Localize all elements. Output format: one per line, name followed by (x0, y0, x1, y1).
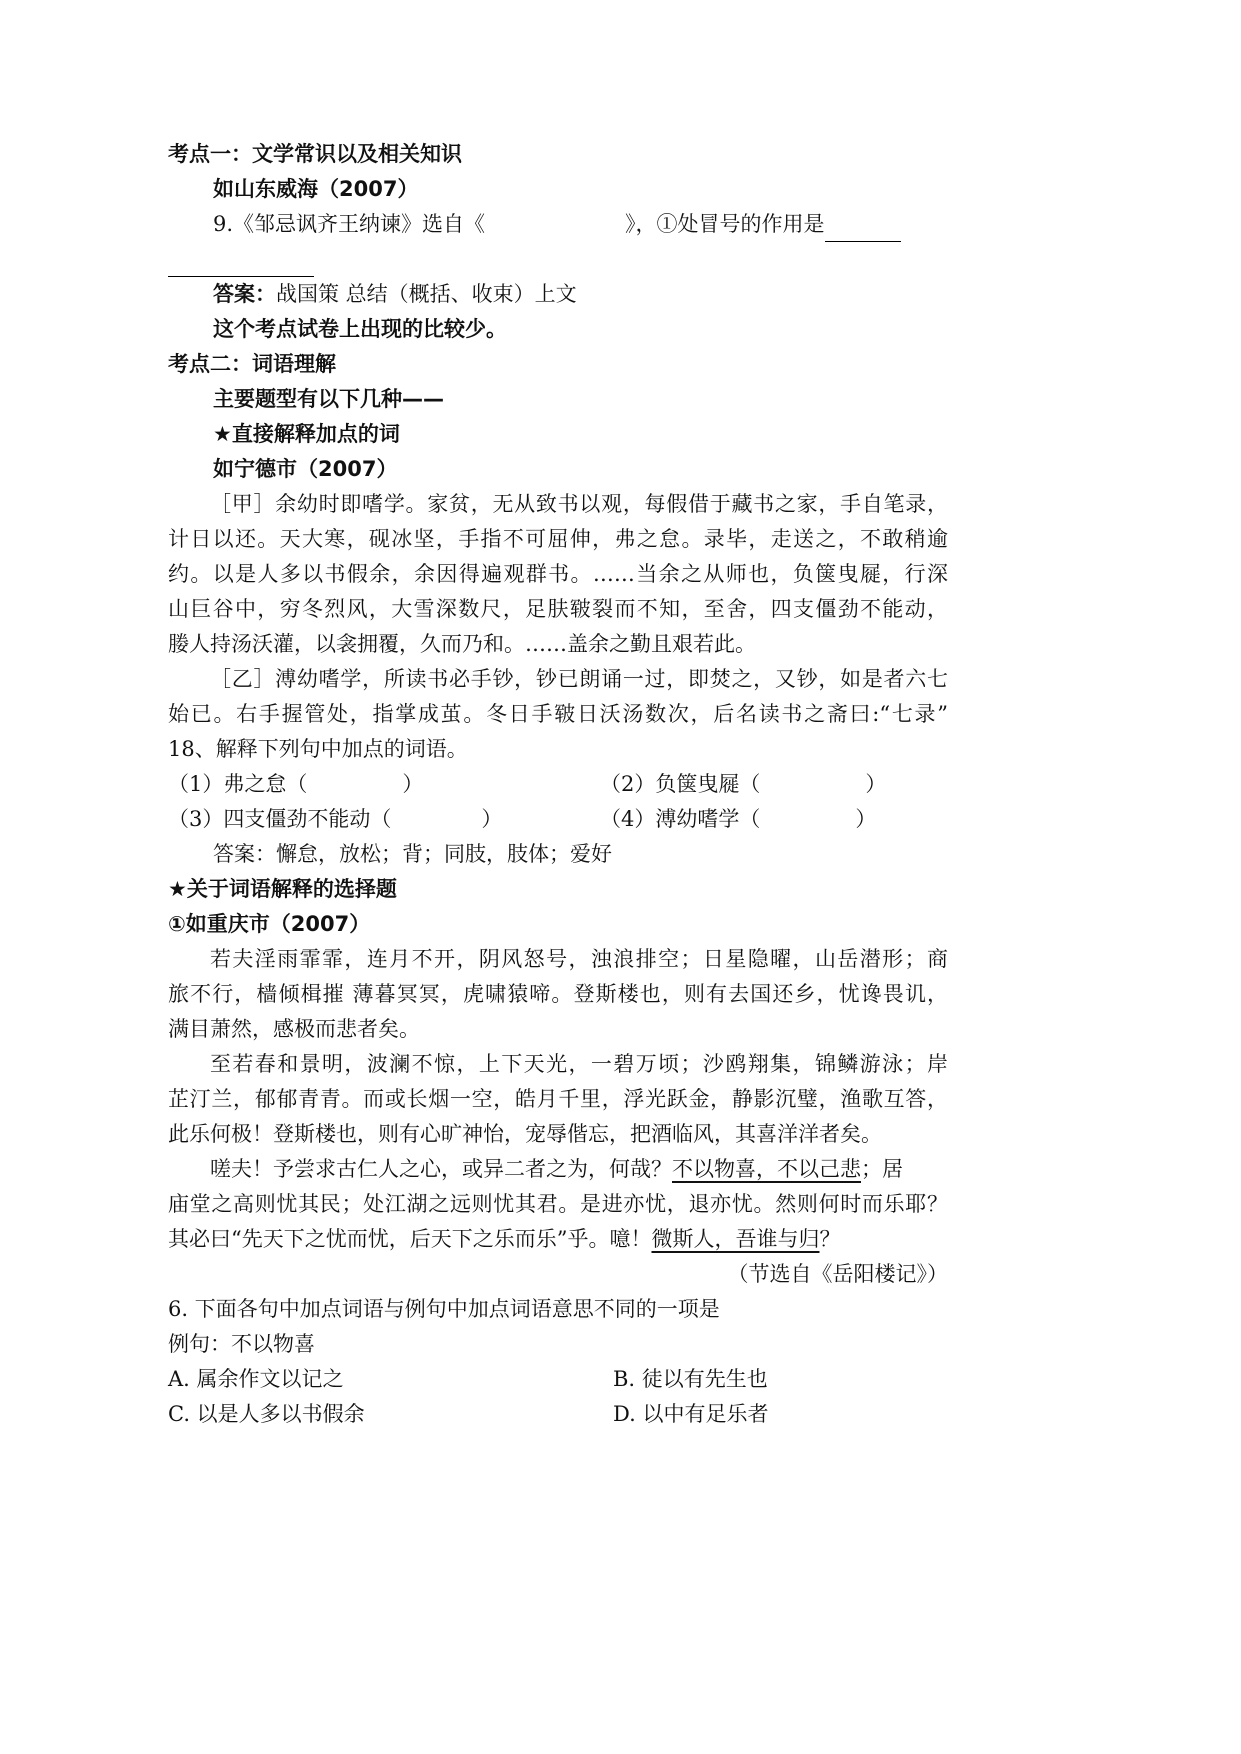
passage-line: 此乐何极！登斯楼也，则有心旷神怡，宠辱偕忘，把酒临风，其喜洋洋者矣。 (168, 1122, 882, 1146)
passage-line: ［乙］溥幼嗜学，所读书必手钞，钞已朗诵一过，即焚之，又钞，如是者六七 (210, 667, 948, 691)
passage-line: 若夫淫雨霏霏，连月不开，阴风怒号，浊浪排空；日星隐曜，山岳潜形；商 (210, 947, 948, 971)
item-2: （2）负箧曳屣（ (600, 772, 761, 796)
question-9 (168, 207, 948, 242)
answer-blank (825, 217, 901, 242)
options-row (168, 1397, 948, 1432)
question-items-row (168, 767, 948, 802)
option-a: A. 属余作文以记之 (168, 1367, 344, 1391)
note: 这个考点试卷上出现的比较少。 (213, 317, 507, 341)
passage-line: 满目萧然，感极而悲者矣。 (168, 1017, 420, 1041)
paren: ） (865, 772, 887, 796)
underlined-text: 不以物喜，不以己悲 (672, 1157, 861, 1181)
example-sentence: 例句：不以物喜 (168, 1332, 315, 1356)
question-items-row (168, 802, 948, 837)
item-1: （1）弗之怠（ (168, 772, 308, 796)
section-heading-2: 考点二：词语理解 (168, 352, 336, 376)
source-citation: （节选自《岳阳楼记》） (727, 1262, 948, 1286)
item-4: （4）溥幼嗜学（ (600, 807, 761, 831)
document-page (168, 137, 948, 1432)
passage-line: 庙堂之高则忧其民；处江湖之远则忧其君。是进亦忧，退亦忧。然则何时而乐耶？ (168, 1192, 948, 1216)
answer-label: 答案： (213, 282, 276, 306)
passage-line: 至若春和景明，波澜不惊，上下天光，一碧万顷；沙鸥翔集，锦鳞游泳；岸 (210, 1052, 948, 1076)
answer-blank (168, 252, 314, 277)
passage-line: 山巨谷中，穷冬烈风，大雪深数尺，足肤皲裂而不知，至舍，四支僵劲不能动， (168, 597, 948, 621)
question-text: 》，①处冒号的作用是 (625, 212, 825, 236)
text: ；居 (861, 1157, 903, 1181)
option-c: C. 以是人多以书假余 (168, 1402, 365, 1426)
question-text: 9.《邹忌讽齐王纳谏》选自《 (213, 212, 486, 236)
paren: ） (481, 807, 503, 831)
passage-line: 媵人持汤沃灌，以衾拥覆，久而乃和。……盖余之勤且艰若此。 (168, 632, 756, 656)
passage-line: 约。以是人多以书假余，余因得遍观群书。……当余之从师也，负箧曳屣，行深 (168, 562, 948, 586)
type-heading-1: ★直接解释加点的词 (213, 422, 400, 446)
underlined-text: 微斯人，吾谁与归 (651, 1227, 820, 1251)
example-source: 如山东威海（2007） (213, 177, 419, 201)
options-row (168, 1362, 948, 1397)
paren: ） (402, 772, 424, 796)
paren: ） (855, 807, 877, 831)
option-d: D. 以中有足乐者 (613, 1402, 769, 1426)
question-18: 18、解释下列句中加点的词语。 (168, 737, 468, 761)
question-6: 6. 下面各句中加点词语与例句中加点词语意思不同的一项是 (168, 1297, 720, 1321)
text: 嗟夫！予尝求古仁人之心，或异二者之为，何哉？ (210, 1157, 672, 1181)
type-heading-2: ★关于词语解释的选择题 (168, 877, 397, 901)
text: 其必曰“先天下之忧而忧，后天下之乐而乐”乎。噫！ (168, 1227, 652, 1251)
passage-line: 计日以还。天大寒，砚冰坚，手指不可屈伸，弗之怠。录毕，走送之，不敢稍逾 (168, 527, 948, 551)
item-3: （3）四支僵劲不能动（ (168, 807, 392, 831)
example-source: ①如重庆市（2007） (168, 912, 371, 936)
passage-line (168, 1152, 948, 1187)
answer-text: 战国策 总结（概括、收束）上文 (276, 282, 577, 306)
answer-line (168, 277, 948, 312)
text: ？ (819, 1227, 841, 1251)
example-source: 如宁德市（2007） (213, 457, 398, 481)
option-b: B. 徒以有先生也 (613, 1367, 768, 1391)
section-heading-1: 考点一：文学常识以及相关知识 (168, 142, 462, 166)
intro: 主要题型有以下几种—— (213, 387, 444, 411)
passage-line (168, 1222, 948, 1257)
passage-line: 旅不行，樯倾楫摧 薄暮冥冥，虎啸猿啼。登斯楼也，则有去国还乡，忧谗畏讥， (168, 982, 948, 1006)
passage-line: 芷汀兰，郁郁青青。而或长烟一空，皓月千里，浮光跃金，静影沉璧，渔歌互答， (168, 1087, 948, 1111)
passage-line: ［甲］余幼时即嗜学。家贫，无从致书以观，每假借于藏书之家，手自笔录， (210, 492, 948, 516)
answer-18: 答案：懈怠，放松；背；同肢，肢体；爱好 (213, 842, 612, 866)
passage-line: 始已。右手握管处，指掌成茧。冬日手皲日沃汤数次，后名读书之斋曰:“七录” (168, 702, 948, 726)
